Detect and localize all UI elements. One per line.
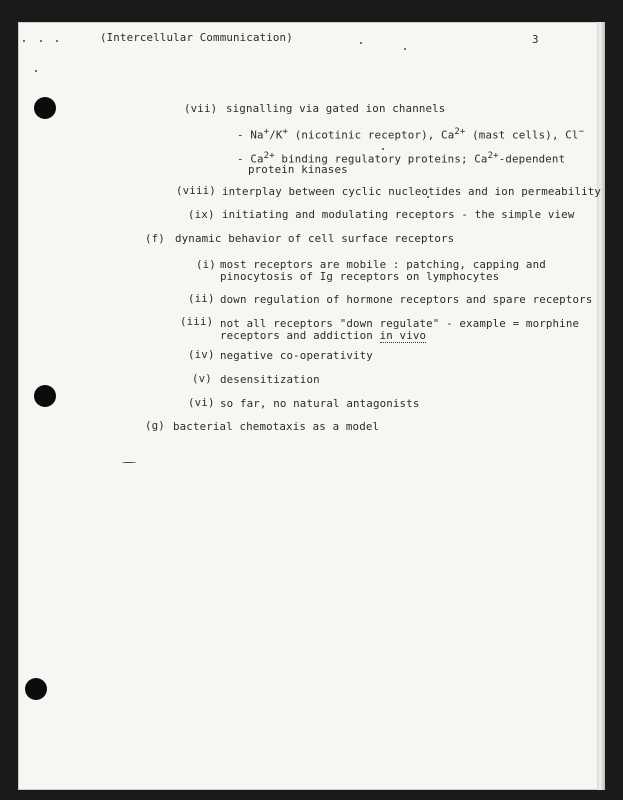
item-viii-text: interplay between cyclic nucleotides and ion permeability <box>222 185 602 198</box>
speck <box>404 48 406 50</box>
item-f-text: dynamic behavior of cell surface receptors <box>175 232 455 245</box>
header-title: (Intercellular Communication) <box>100 31 293 44</box>
item-f-i-line2: pinocytosis of Ig receptors on lymphocytes <box>220 270 500 283</box>
item-ix-text: initiating and modulating receptors - the simple view <box>222 208 575 221</box>
item-ix-number: (ix) <box>188 208 215 221</box>
item-f-number: (f) <box>145 232 165 245</box>
punch-hole-bottom <box>25 678 47 700</box>
item-viii-number: (viii) <box>176 184 216 197</box>
item-g-text: bacterial chemotaxis as a model <box>173 420 380 433</box>
item-vii-text: signalling via gated ion channels <box>226 102 446 115</box>
item-f-vi-number: (vi) <box>188 396 215 409</box>
item-vii-sub2-line2: protein kinases <box>248 163 348 176</box>
item-f-v-text: desensitization <box>220 373 320 386</box>
item-f-ii-text: down regulation of hormone receptors and spare receptors <box>220 293 593 306</box>
speck <box>23 40 25 42</box>
item-vii-number: (vii) <box>184 102 218 115</box>
item-f-iii-line1: not all receptors "down regulate" - example = morphine <box>220 317 580 330</box>
item-vii-sub1: - Na+/K+ (nicotinic receptor), $Ca^{2+}$ (mast cells), Cl− <box>237 127 585 142</box>
in-vivo-underlined: in vivo <box>379 329 427 342</box>
item-g-number: (g) <box>145 419 165 432</box>
item-f-iii-line2: receptors and addiction in vivo <box>220 329 427 342</box>
speck <box>35 70 37 72</box>
item-f-iv-text: negative co-operativity <box>220 349 373 362</box>
item-f-v-number: (v) <box>192 372 212 385</box>
item-f-iv-number: (iv) <box>188 348 215 361</box>
paper-edge <box>597 22 605 790</box>
page-number: 3 <box>532 33 539 46</box>
item-f-vi-text: so far, no natural antagonists <box>220 397 420 410</box>
item-f-ii-number: (ii) <box>188 292 215 305</box>
punch-hole-top <box>34 97 56 119</box>
punch-hole-middle <box>34 385 56 407</box>
speck <box>122 462 136 463</box>
speck <box>40 40 42 42</box>
item-vii-sub2: - $Ca^{2+}$ binding regulatory proteins; $Ca^{2+}$-dependent <box>237 151 566 166</box>
speck <box>56 40 58 42</box>
speck <box>360 42 362 44</box>
item-f-iii-number: (iii) <box>180 315 214 328</box>
item-f-i-number: (i) <box>196 258 216 271</box>
item-f-i-line1: most receptors are mobile : patching, capping and <box>220 258 546 271</box>
